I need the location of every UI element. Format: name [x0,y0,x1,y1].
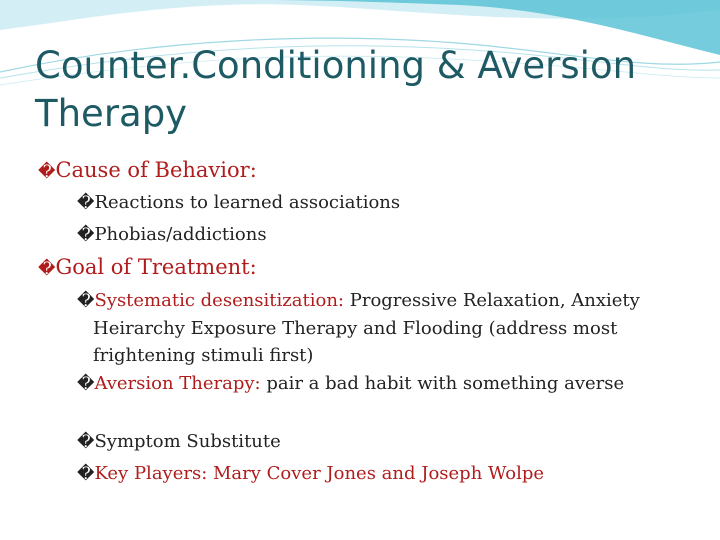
bullet-icon: � [38,259,56,279]
section-heading-cause: �Cause of Behavior: [38,158,257,182]
bullet-icon: � [38,162,56,182]
bullet-icon: � [77,291,95,311]
list-item: �Reactions to learned associations [77,192,401,213]
bullet-icon: � [77,374,95,394]
section-heading-goal: �Goal of Treatment: [38,255,257,279]
bullet-icon: � [77,225,95,245]
bullet-icon: � [77,464,95,484]
bullet-icon: � [77,193,95,213]
bullet-icon: � [77,432,95,452]
list-item: �Systematic desensitization: Progressive Relaxation, Anxiety Heirarchy Exposure Therapy and Flooding (address most frightening stimuli first) [77,290,640,366]
list-item: �Key Players: Mary Cover Jones and Joseph Wolpe [77,463,545,484]
list-item: �Aversion Therapy: pair a bad habit with something averse [77,373,625,394]
list-item: �Phobias/addictions [77,224,267,245]
page-title: Counter.Conditioning & Aversion Therapy [35,44,637,135]
list-item: �Symptom Substitute [77,431,281,452]
